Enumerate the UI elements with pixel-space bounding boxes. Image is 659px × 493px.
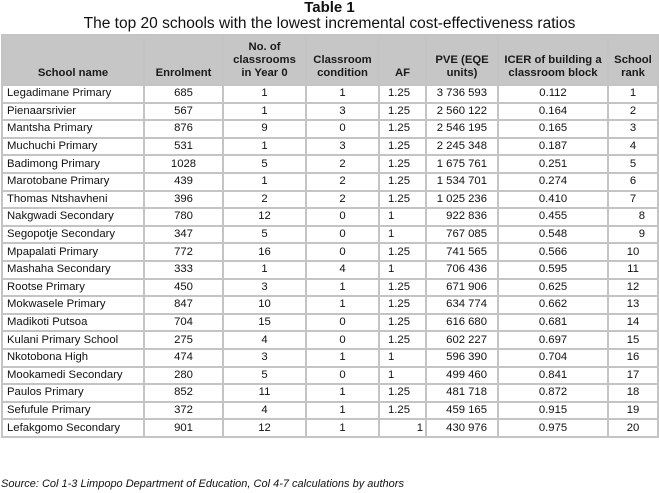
cell-pve: 1 534 701 (426, 173, 498, 191)
cell-pve: 1 025 236 (426, 191, 498, 209)
cell-pve: 767 085 (426, 226, 498, 244)
table-row (2, 279, 658, 297)
cell-enrolment: 531 (144, 138, 223, 156)
cell-rank: 10 (608, 243, 658, 261)
column-header-pve: PVE (EQE units) (426, 35, 498, 85)
cell-enrolment: 772 (144, 243, 223, 261)
cell-school-name: Mantsha Primary (2, 120, 144, 138)
cell-condition: 0 (306, 367, 379, 385)
cell-condition: 0 (306, 331, 379, 349)
cell-af: 1.25 (379, 314, 426, 332)
table-row (2, 208, 658, 226)
cell-pve: 634 774 (426, 296, 498, 314)
cell-enrolment: 439 (144, 173, 223, 191)
column-header-condition: Classroom condition (306, 35, 379, 85)
cell-condition: 1 (306, 384, 379, 402)
cell-condition: 1 (306, 419, 379, 437)
cell-enrolment: 704 (144, 314, 223, 332)
cell-classrooms: 15 (223, 314, 306, 332)
cell-school-name: Muchuchi Primary (2, 138, 144, 156)
cell-classrooms: 5 (223, 226, 306, 244)
cell-enrolment: 876 (144, 120, 223, 138)
cell-rank: 18 (608, 384, 658, 402)
table-row (2, 243, 658, 261)
cell-af: 1 (379, 367, 426, 385)
cell-school-name: Madikoti Putsoa (2, 314, 144, 332)
table-row (2, 349, 658, 367)
cell-condition: 1 (306, 279, 379, 297)
table-row (2, 367, 658, 385)
cell-classrooms: 5 (223, 367, 306, 385)
cell-school-name: Pienaarsrivier (2, 103, 144, 121)
cell-icer: 0.274 (498, 173, 608, 191)
cell-classrooms: 11 (223, 384, 306, 402)
cell-icer: 0.165 (498, 120, 608, 138)
cell-condition: 4 (306, 261, 379, 279)
cell-school-name: Segopotje Secondary (2, 226, 144, 244)
cell-classrooms: 10 (223, 296, 306, 314)
cell-rank: 19 (608, 402, 658, 420)
table-row (2, 331, 658, 349)
schools-table (1, 34, 659, 438)
cell-af: 1.25 (379, 191, 426, 209)
cell-rank: 17 (608, 367, 658, 385)
cell-pve: 706 436 (426, 261, 498, 279)
cell-enrolment: 901 (144, 419, 223, 437)
cell-classrooms: 4 (223, 402, 306, 420)
cell-icer: 0.975 (498, 419, 608, 437)
cell-classrooms: 1 (223, 261, 306, 279)
cell-rank: 11 (608, 261, 658, 279)
cell-rank: 15 (608, 331, 658, 349)
cell-school-name: Paulos Primary (2, 384, 144, 402)
table-body (2, 85, 658, 437)
cell-icer: 0.455 (498, 208, 608, 226)
cell-af: 1.25 (379, 279, 426, 297)
cell-af: 1.25 (379, 103, 426, 121)
cell-condition: 0 (306, 226, 379, 244)
table-row (2, 103, 658, 121)
cell-icer: 0.548 (498, 226, 608, 244)
cell-af: 1.25 (379, 173, 426, 191)
cell-icer: 0.410 (498, 191, 608, 209)
table-row (2, 173, 658, 191)
cell-icer: 0.704 (498, 349, 608, 367)
cell-af: 1.25 (379, 296, 426, 314)
cell-condition: 0 (306, 208, 379, 226)
cell-icer: 0.164 (498, 103, 608, 121)
cell-pve: 499 460 (426, 367, 498, 385)
cell-icer: 0.662 (498, 296, 608, 314)
cell-condition: 2 (306, 173, 379, 191)
column-header-af: AF (379, 35, 426, 85)
cell-rank: 9 (608, 226, 658, 244)
cell-pve: 741 565 (426, 243, 498, 261)
cell-icer: 0.595 (498, 261, 608, 279)
cell-enrolment: 474 (144, 349, 223, 367)
cell-school-name: Mashaha Secondary (2, 261, 144, 279)
cell-icer: 0.915 (498, 402, 608, 420)
cell-school-name: Mokwasele Primary (2, 296, 144, 314)
table-row (2, 419, 658, 437)
table-row (2, 85, 658, 103)
column-header-classrooms: No. of classrooms in Year 0 (223, 35, 306, 85)
table-label: Table 1 (304, 0, 355, 16)
table-row (2, 226, 658, 244)
column-header-school-name: School name (2, 35, 144, 85)
cell-condition: 0 (306, 243, 379, 261)
cell-school-name: Legadimane Primary (2, 85, 144, 103)
cell-condition: 3 (306, 103, 379, 121)
cell-pve: 459 165 (426, 402, 498, 420)
cell-condition: 3 (306, 138, 379, 156)
cell-icer: 0.112 (498, 85, 608, 103)
column-header-enrolment: Enrolment (144, 35, 223, 85)
cell-condition: 2 (306, 155, 379, 173)
cell-af: 1 (379, 349, 426, 367)
cell-pve: 2 560 122 (426, 103, 498, 121)
cell-rank: 14 (608, 314, 658, 332)
cell-enrolment: 852 (144, 384, 223, 402)
cell-classrooms: 1 (223, 85, 306, 103)
cell-condition: 1 (306, 349, 379, 367)
table-row (2, 384, 658, 402)
cell-af: 1 (379, 261, 426, 279)
cell-pve: 481 718 (426, 384, 498, 402)
table-row (2, 402, 658, 420)
cell-classrooms: 3 (223, 279, 306, 297)
table-row (2, 296, 658, 314)
cell-rank: 2 (608, 103, 658, 121)
cell-af: 1.25 (379, 243, 426, 261)
cell-rank: 12 (608, 279, 658, 297)
cell-school-name: Mookamedi Secondary (2, 367, 144, 385)
cell-af: 1 (379, 226, 426, 244)
cell-icer: 0.566 (498, 243, 608, 261)
column-header-rank: School rank (608, 35, 658, 85)
cell-school-name: Nkotobona High (2, 349, 144, 367)
cell-af: 1.25 (379, 85, 426, 103)
cell-enrolment: 275 (144, 331, 223, 349)
cell-classrooms: 4 (223, 331, 306, 349)
table-row (2, 191, 658, 209)
cell-enrolment: 567 (144, 103, 223, 121)
cell-pve: 922 836 (426, 208, 498, 226)
cell-school-name: Kulani Primary School (2, 331, 144, 349)
cell-af: 1.25 (379, 384, 426, 402)
cell-enrolment: 396 (144, 191, 223, 209)
cell-enrolment: 847 (144, 296, 223, 314)
cell-pve: 671 906 (426, 279, 498, 297)
cell-enrolment: 333 (144, 261, 223, 279)
cell-condition: 0 (306, 120, 379, 138)
cell-icer: 0.697 (498, 331, 608, 349)
cell-classrooms: 3 (223, 349, 306, 367)
cell-enrolment: 1028 (144, 155, 223, 173)
column-header-icer: ICER of building a classroom block (498, 35, 608, 85)
cell-af: 1.25 (379, 138, 426, 156)
cell-pve: 1 675 761 (426, 155, 498, 173)
cell-icer: 0.251 (498, 155, 608, 173)
cell-rank: 16 (608, 349, 658, 367)
cell-pve: 602 227 (426, 331, 498, 349)
cell-school-name: Mpapalati Primary (2, 243, 144, 261)
cell-rank: 5 (608, 155, 658, 173)
cell-rank: 3 (608, 120, 658, 138)
cell-condition: 1 (306, 85, 379, 103)
cell-icer: 0.625 (498, 279, 608, 297)
cell-enrolment: 780 (144, 208, 223, 226)
cell-classrooms: 1 (223, 138, 306, 156)
cell-school-name: Lefakgomo Secondary (2, 419, 144, 437)
cell-school-name: Rootse Primary (2, 279, 144, 297)
cell-af: 1 (379, 208, 426, 226)
header-row (2, 35, 658, 85)
table-title: The top 20 schools with the lowest incremental cost-effectiveness ratios (83, 15, 576, 32)
table-row (2, 261, 658, 279)
cell-school-name: Sefufule Primary (2, 402, 144, 420)
cell-rank: 7 (608, 191, 658, 209)
cell-pve: 596 390 (426, 349, 498, 367)
cell-school-name: Thomas Ntshavheni (2, 191, 144, 209)
cell-school-name: Nakgwadi Secondary (2, 208, 144, 226)
cell-classrooms: 12 (223, 419, 306, 437)
cell-condition: 2 (306, 191, 379, 209)
cell-classrooms: 9 (223, 120, 306, 138)
cell-classrooms: 12 (223, 208, 306, 226)
cell-af: 1.25 (379, 155, 426, 173)
cell-rank: 20 (608, 419, 658, 437)
cell-pve: 3 736 593 (426, 85, 498, 103)
cell-enrolment: 685 (144, 85, 223, 103)
cell-rank: 8 (608, 208, 658, 226)
cell-condition: 1 (306, 296, 379, 314)
cell-af: 1.25 (379, 120, 426, 138)
cell-condition: 0 (306, 314, 379, 332)
cell-classrooms: 1 (223, 173, 306, 191)
cell-rank: 6 (608, 173, 658, 191)
cell-school-name: Marotobane Primary (2, 173, 144, 191)
source-note: Source: Col 1-3 Limpopo Department of Education, Col 4-7 calculations by authors (1, 478, 404, 490)
cell-af: 1.25 (379, 331, 426, 349)
cell-rank: 4 (608, 138, 658, 156)
cell-enrolment: 280 (144, 367, 223, 385)
cell-rank: 13 (608, 296, 658, 314)
table-row (2, 120, 658, 138)
table-row (2, 138, 658, 156)
cell-icer: 0.841 (498, 367, 608, 385)
cell-condition: 1 (306, 402, 379, 420)
cell-af: 1.25 (379, 402, 426, 420)
cell-icer: 0.872 (498, 384, 608, 402)
cell-enrolment: 450 (144, 279, 223, 297)
cell-pve: 430 976 (426, 419, 498, 437)
table-row (2, 314, 658, 332)
cell-classrooms: 2 (223, 191, 306, 209)
cell-classrooms: 16 (223, 243, 306, 261)
cell-icer: 0.187 (498, 138, 608, 156)
cell-pve: 616 680 (426, 314, 498, 332)
cell-enrolment: 347 (144, 226, 223, 244)
cell-school-name: Badimong Primary (2, 155, 144, 173)
cell-enrolment: 372 (144, 402, 223, 420)
table-row (2, 155, 658, 173)
cell-classrooms: 5 (223, 155, 306, 173)
cell-icer: 0.681 (498, 314, 608, 332)
cell-pve: 2 546 195 (426, 120, 498, 138)
cell-classrooms: 1 (223, 103, 306, 121)
cell-af: 1 (379, 419, 426, 437)
cell-rank: 1 (608, 85, 658, 103)
cell-pve: 2 245 348 (426, 138, 498, 156)
